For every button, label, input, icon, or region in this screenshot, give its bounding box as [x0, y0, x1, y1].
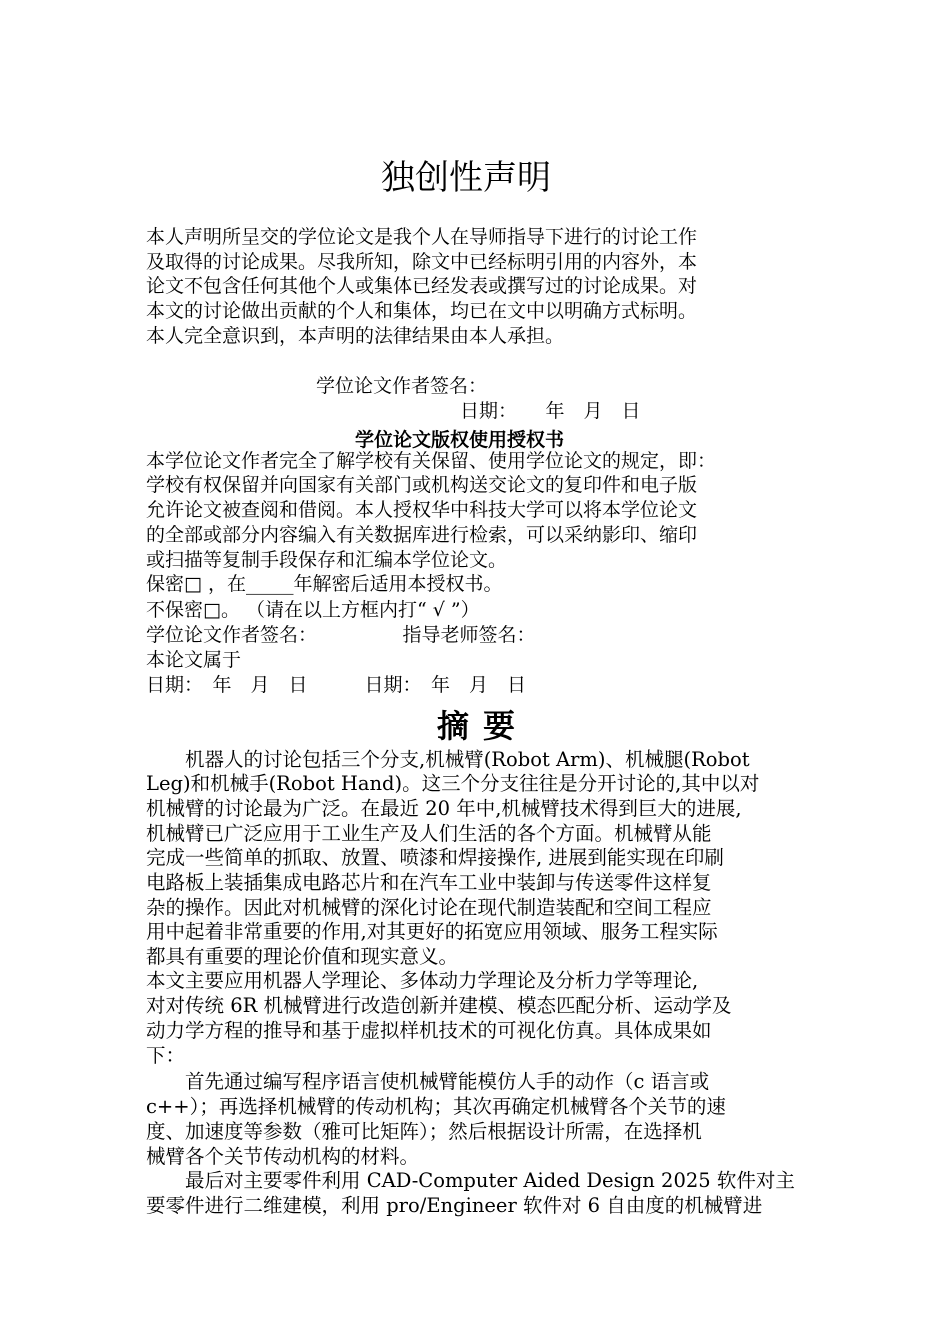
- declaration-line-3: 论文不包含任何其他个人或集体已经发表或撰写过的讨论成果。对: [146, 275, 698, 297]
- signatures-line: 学位论文作者签名： 指导老师签名：: [146, 624, 536, 646]
- abstract-line-6: 电路板上装插集成电路芯片和在汽车工业中装卸与传送零件这样复: [146, 871, 712, 894]
- abstract-line-19: 要零件进行二维建模，利用 pro/Engineer 软件对 6 自由度的机械臂进: [146, 1194, 763, 1217]
- declaration-line-2: 及取得的讨论成果。尽我所知，除文中已经标明引用的内容外，本: [146, 251, 698, 273]
- abstract-line-10: 本文主要应用机器人学理论、多体动力学理论及分析力学等理论,: [146, 969, 699, 992]
- declaration-date-label: 日期： 年 月 日: [460, 400, 641, 422]
- authorization-line-1: 本学位论文作者完全了解学校有关保留、使用学位论文的规定，即：: [146, 450, 717, 472]
- abstract-line-14: 首先通过编写程序语言使机械臂能模仿人手的动作（c 语言或: [146, 1070, 710, 1093]
- abstract-line-12: 动力学方程的推导和基于虚拟样机技术的可视化仿真。具体成果如: [146, 1019, 712, 1042]
- declaration-line-1: 本人声明所呈交的学位论文是我个人在导师指导下进行的讨论工作: [146, 226, 698, 248]
- authorization-line-3: 允许论文被查阅和借阅。本人授权华中科技大学可以将本学位论文: [146, 499, 698, 521]
- abstract-line-9: 都具有重要的理论价值和现实意义。: [146, 945, 459, 968]
- declaration-signature-label: 学位论文作者签名：: [316, 375, 488, 397]
- abstract-line-1: 机器人的讨论包括三个分支,机械臂(Robot Arm)、机械腿(Robot: [146, 748, 750, 771]
- nonsecret-checkbox-line: 不保密□。 （请在以上方框内打“ √ ”）: [146, 599, 480, 621]
- declaration-title: 独创性声明: [381, 158, 551, 198]
- abstract-line-3: 机械臂的讨论最为广泛。在最近 20 年中,机械臂技术得到巨大的进展,: [146, 797, 742, 820]
- authorization-line-4: 的全部或部分内容编入有关数据库进行检索，可以采纳影印、缩印: [146, 524, 698, 546]
- secret-checkbox-line: 保密□ ，在_____年解密后适用本授权书。: [146, 573, 503, 595]
- abstract-line-17: 械臂各个关节传动机构的材料。: [146, 1145, 420, 1168]
- abstract-title: 摘要: [437, 707, 530, 745]
- authorization-title: 学位论文版权使用授权书: [355, 429, 565, 451]
- dates-line: 日期： 年 月 日 日期： 年 月 日: [146, 674, 527, 696]
- abstract-line-15: c++）；再选择机械臂的传动机构；其次再确定机械臂各个关节的速: [146, 1095, 726, 1118]
- declaration-line-4: 本文的讨论做出贡献的个人和集体，均已在文中以明确方式标明。: [146, 300, 698, 322]
- declaration-line-5: 本人完全意识到，本声明的法律结果由本人承担。: [146, 325, 565, 347]
- belongs-line: 本论文属于: [146, 649, 242, 671]
- abstract-line-2: Leg)和机械手(Robot Hand)。这三个分支往往是分开讨论的,其中以对: [146, 772, 760, 795]
- abstract-line-11: 对对传统 6R 机械臂进行改造创新并建模、模态匹配分析、运动学及: [146, 994, 732, 1017]
- abstract-line-7: 杂的操作。因此对机械臂的深化讨论在现代制造装配和空间工程应: [146, 896, 712, 919]
- authorization-line-2: 学校有权保留并向国家有关部门或机构送交论文的复印件和电子版: [146, 474, 698, 496]
- abstract-line-4: 机械臂已广泛应用于工业生产及人们生活的各个方面。机械臂从能: [146, 822, 712, 845]
- abstract-line-13: 下：: [146, 1044, 186, 1067]
- abstract-line-18: 最后对主要零件利用 CAD-Computer Aided Design 2025 软件对主: [146, 1169, 795, 1192]
- authorization-line-5: 或扫描等复制手段保存和汇编本学位论文。: [146, 549, 508, 571]
- abstract-line-5: 完成一些简单的抓取、放置、喷漆和焊接操作, 进展到能实现在印刷: [146, 846, 724, 869]
- abstract-line-8: 用中起着非常重要的作用,对其更好的拓宽应用领域、服务工程实际: [146, 920, 718, 943]
- abstract-line-16: 度、加速度等参数（雅可比矩阵）；然后根据设计所需，在选择机: [146, 1120, 702, 1143]
